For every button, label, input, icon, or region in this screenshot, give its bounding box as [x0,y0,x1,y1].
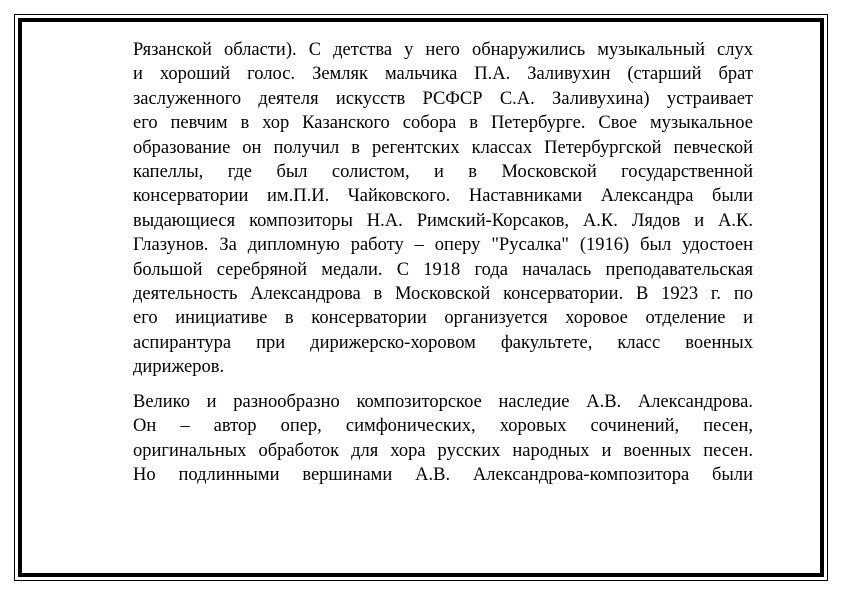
text-line: его инициативе в консерватории организуется хоровое отделение и [133,308,753,329]
text-line: дирижеров. [133,357,225,378]
text-line: заслуженного деятеля искусств РСФСР С.А. Заливухина) устраивает [133,88,753,109]
text-line: Глазунов. За дипломную работу – оперу "Русалка" (1916) был удостоен [133,235,753,256]
text-line: выдающиеся композиторы Н.А. Римский-Корсаков, А.К. Лядов и А.К. [133,210,753,231]
paragraph-1 [133,38,753,380]
text-line: большой серебряной медали. С 1918 года началась преподавательская [133,259,753,280]
text-line: деятельность Александрова в Московской консерватории. В 1923 г. по [133,284,753,305]
body-text [133,38,753,487]
text-line: аспирантура при дирижерско-хоровом факультете, класс военных [133,332,753,353]
text-line: консерватории им.П.И. Чайковского. Наставниками Александра были [133,186,753,207]
text-line: Велико и разнообразно композиторское наследие А.В. Александрова. [133,391,753,412]
text-line: оригинальных обработок для хора русских народных и военных песен. [133,440,753,461]
text-line: Рязанской области). С детства у него обнаружились музыкальный слух [133,40,753,60]
text-line: Он – автор опер, симфонических, хоровых сочинений, песен, [133,416,753,437]
text-line: его певчим в хор Казанского собора в Петербурге. Свое музыкальное [133,113,753,134]
text-line: образование он получил в регентских классах Петербургской певческой [133,137,753,158]
text-line: капеллы, где был солистом, и в Московской государственной [133,162,753,183]
paragraph-2 [133,390,753,488]
text-line: и хороший голос. Земляк мальчика П.А. Заливухин (старший брат [133,64,753,85]
text-line: Но подлинными вершинами А.В. Александрова-композитора были [133,464,753,485]
